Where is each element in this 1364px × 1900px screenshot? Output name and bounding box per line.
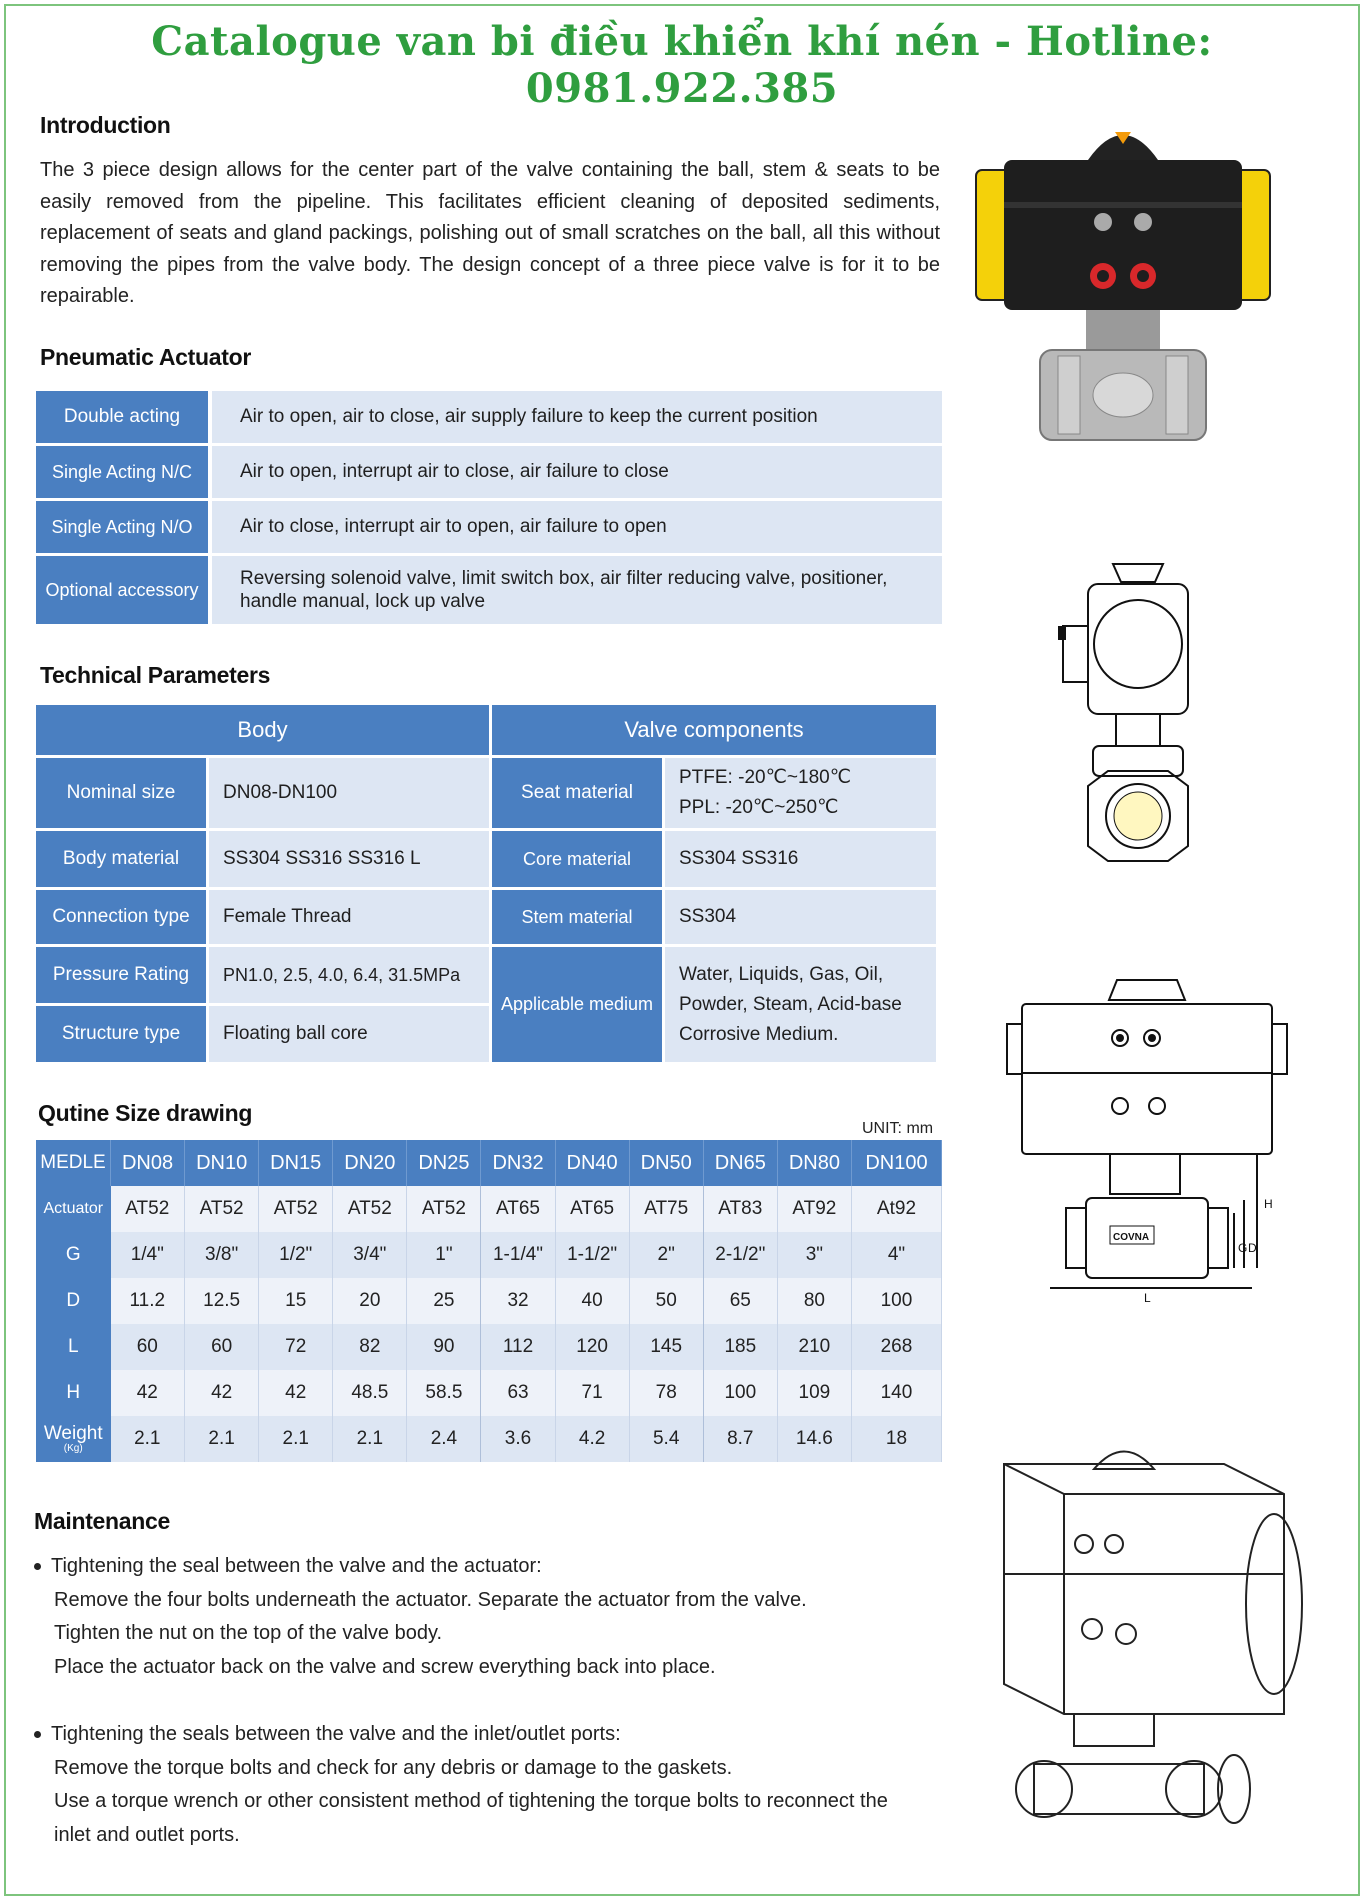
size-cell: 2.1 [111,1416,185,1462]
table-row [36,1232,942,1278]
side-view-drawing [1058,556,1218,906]
medium-line: Corrosive Medium. [679,1023,839,1045]
size-cell: 42 [185,1370,259,1416]
size-cell: 145 [629,1324,703,1370]
body-value: DN08-DN100 [209,758,489,828]
maintenance-block-1 [34,1550,807,1684]
model-header: DN50 [629,1140,703,1186]
table-row [36,705,936,755]
size-cell: 80 [777,1278,851,1324]
size-cell: 120 [555,1324,629,1370]
size-cell: 42 [259,1370,333,1416]
size-cell: 48.5 [333,1370,407,1416]
size-cell: 78 [629,1370,703,1416]
size-cell: AT52 [407,1186,481,1232]
size-cell: 4.2 [555,1416,629,1462]
size-cell: 2-1/2" [703,1232,777,1278]
size-heading: Qutine Size drawing [38,1100,253,1126]
introduction-text: The 3 piece design allows for the center part of the valve containing the ball, stem & seats to be easily removed from the pipeline. This facilitates efficient cleaning of deposited sediments, replacement of seats and gland packings, polishing out of small scratches on the ball, all this without removing the pipes from the valve body. The design concept of a three piece valve is for it to be repairable. [40,159,940,307]
seat-line: PPL: -20℃~250℃ [679,797,839,818]
size-cell: 109 [777,1370,851,1416]
body-value: Floating ball core [209,1006,489,1062]
size-cell: 3/8" [185,1232,259,1278]
size-cell: 1-1/2" [555,1232,629,1278]
row-label-text: Weight [43,1422,103,1444]
valve-key: Stem material [492,890,662,944]
row-label-text: H [66,1382,81,1403]
size-cell: 8.7 [703,1416,777,1462]
table-row [36,501,942,553]
row-label-text: L [67,1336,79,1357]
size-cell: 60 [185,1324,259,1370]
table-row [36,446,942,498]
actuator-value: Air to open, interrupt air to close, air failure to close [212,446,942,498]
size-cell: 58.5 [407,1370,481,1416]
actuator-value: Air to open, air to close, air supply failure to keep the current position [212,391,942,443]
size-cell: 11.2 [111,1278,185,1324]
size-cell: 210 [777,1324,851,1370]
size-cell: AT75 [629,1186,703,1232]
brand-label: COVNA [1113,1232,1150,1243]
maintenance-line: Place the actuator back on the valve and screw everything back into place. [54,1655,716,1678]
size-cell: 112 [481,1324,555,1370]
size-cell: 71 [555,1370,629,1416]
table-row [36,556,942,624]
body-key: Body material [36,831,206,887]
maintenance-line: Use a torque wrench or other consistent method of tightening the torque bolts to reconnect the [54,1790,888,1812]
model-header: DN32 [481,1140,555,1186]
model-header: DN80 [777,1140,851,1186]
model-header: DN25 [407,1140,481,1186]
row-sublabel: (Kg) [63,1442,83,1454]
size-cell: 90 [407,1324,481,1370]
row-label [36,1370,111,1416]
size-cell: 15 [259,1278,333,1324]
product-photo [968,110,1278,510]
table-row [36,1370,942,1416]
size-cell: 60 [111,1324,185,1370]
size-cell: 100 [851,1278,941,1324]
row-label [36,1232,111,1278]
bullet-dot [34,1731,41,1738]
valve-value [665,758,936,828]
size-cell: 5.4 [629,1416,703,1462]
size-cell: 82 [333,1324,407,1370]
size-table [36,1140,942,1462]
size-cell: 2.1 [333,1416,407,1462]
row-label-text: D [66,1290,81,1311]
dimension-d: D [1248,1241,1257,1255]
table-row [36,1278,942,1324]
medium-line: Powder, Steam, Acid-base [679,993,902,1015]
model-header: DN100 [851,1140,941,1186]
model-label: MEDLE [36,1140,111,1186]
size-cell: 2.1 [185,1416,259,1462]
size-cell: 1-1/4" [481,1232,555,1278]
table-row [36,1186,942,1232]
size-cell: 18 [851,1416,941,1462]
dimension-h: H [1264,1197,1273,1211]
actuator-value: Air to close, interrupt air to open, air failure to open [212,501,942,553]
size-cell: 12.5 [185,1278,259,1324]
body-header: Body [36,705,489,755]
actuator-value-line: Reversing solenoid valve, limit switch box, air filter reducing valve, positioner, [240,568,888,589]
page-title: Catalogue van bi điều khiển khí nén - Hotline: 0981.922.385 [151,18,1213,112]
body-key: Pressure Rating [36,947,206,1003]
size-cell: 185 [703,1324,777,1370]
actuator-heading: Pneumatic Actuator [40,344,252,370]
valve-key: Core material [492,831,662,887]
row-label-text: G [65,1244,81,1265]
size-cell: AT65 [481,1186,555,1232]
valve-value: SS304 [665,890,936,944]
size-cell: 4" [851,1232,941,1278]
size-cell: AT92 [777,1186,851,1232]
table-row [36,1416,942,1462]
model-header: DN40 [555,1140,629,1186]
size-cell: 2.4 [407,1416,481,1462]
body-value: PN1.0, 2.5, 4.0, 6.4, 31.5MPa [209,947,489,1003]
body-key: Connection type [36,890,206,944]
actuator-value-line: handle manual, lock up valve [240,591,486,612]
size-cell: At92 [851,1186,941,1232]
model-header: DN08 [111,1140,185,1186]
maintenance-block-2 [34,1718,888,1852]
actuator-key: Optional accessory [36,556,212,624]
row-label [36,1416,111,1462]
size-cell: 25 [407,1278,481,1324]
maintenance-bullet: Tightening the seals between the valve and the inlet/outlet ports: [51,1723,621,1745]
actuator-key: Double acting [36,391,212,443]
maintenance-line: Remove the four bolts underneath the actuator. Separate the actuator from the valve. [54,1588,807,1611]
actuator-value [212,556,942,624]
body-value: SS304 SS316 SS316 L [209,831,489,887]
table-row [36,890,936,944]
model-header: DN10 [185,1140,259,1186]
row-label [36,1324,111,1370]
front-dimension-drawing [1002,968,1302,1338]
size-cell: 42 [111,1370,185,1416]
valve-value [665,947,936,1062]
size-cell: 32 [481,1278,555,1324]
unit-label: UNIT: mm [862,1120,934,1137]
size-cell: AT52 [333,1186,407,1232]
size-cell: 14.6 [777,1416,851,1462]
row-label-text: Actuator [43,1200,104,1217]
table-row [36,758,936,828]
technical-heading: Technical Parameters [40,662,271,688]
size-cell: 1/2" [259,1232,333,1278]
size-cell: 3/4" [333,1232,407,1278]
valve-value: SS304 SS316 [665,831,936,887]
dimension-g: G [1238,1241,1248,1255]
model-header: DN65 [703,1140,777,1186]
table-row [36,831,936,887]
size-cell: 100 [703,1370,777,1416]
size-cell: 140 [851,1370,941,1416]
size-cell: 2.1 [259,1416,333,1462]
isometric-drawing [964,1424,1324,1834]
body-key: Structure type [36,1006,206,1062]
table-header-row [36,1140,942,1186]
model-header: DN20 [333,1140,407,1186]
size-cell: AT52 [185,1186,259,1232]
size-cell: 50 [629,1278,703,1324]
table-row [36,1324,942,1370]
technical-table [33,702,939,1065]
actuator-key: Single Acting N/C [36,446,212,498]
maintenance-heading: Maintenance [34,1508,171,1534]
size-cell: AT65 [555,1186,629,1232]
body-key: Nominal size [36,758,206,828]
row-label [36,1278,111,1324]
size-cell: 1" [407,1232,481,1278]
size-cell: AT52 [259,1186,333,1232]
size-cell: 1/4" [111,1232,185,1278]
model-header: DN15 [259,1140,333,1186]
size-cell: 40 [555,1278,629,1324]
maintenance-line: Tighten the nut on the top of the valve body. [54,1622,443,1644]
body-value: Female Thread [209,890,489,944]
size-cell: 72 [259,1324,333,1370]
table-row [36,947,936,1003]
medium-line: Water, Liquids, Gas, Oil, [679,963,884,985]
table-row [36,391,942,443]
size-cell: 3" [777,1232,851,1278]
actuator-table [36,388,942,627]
size-cell: AT52 [111,1186,185,1232]
size-cell: 63 [481,1370,555,1416]
valve-header: Valve components [492,705,936,755]
size-cell: 2" [629,1232,703,1278]
size-cell: AT83 [703,1186,777,1232]
valve-key: Applicable medium [492,947,662,1062]
size-cell: 268 [851,1324,941,1370]
size-cell: 20 [333,1278,407,1324]
maintenance-line: inlet and outlet ports. [54,1823,240,1846]
row-label [36,1186,111,1232]
size-cell: 65 [703,1278,777,1324]
seat-line: PTFE: -20℃~180℃ [679,767,852,788]
introduction-heading: Introduction [40,112,171,138]
size-cell: 3.6 [481,1416,555,1462]
bullet-dot [34,1563,41,1570]
dimension-l: L [1144,1291,1151,1305]
maintenance-line: Remove the torque bolts and check for any debris or damage to the gaskets. [54,1756,733,1779]
valve-key: Seat material [492,758,662,828]
maintenance-bullet: Tightening the seal between the valve and the actuator: [51,1555,542,1577]
actuator-key: Single Acting N/O [36,501,212,553]
